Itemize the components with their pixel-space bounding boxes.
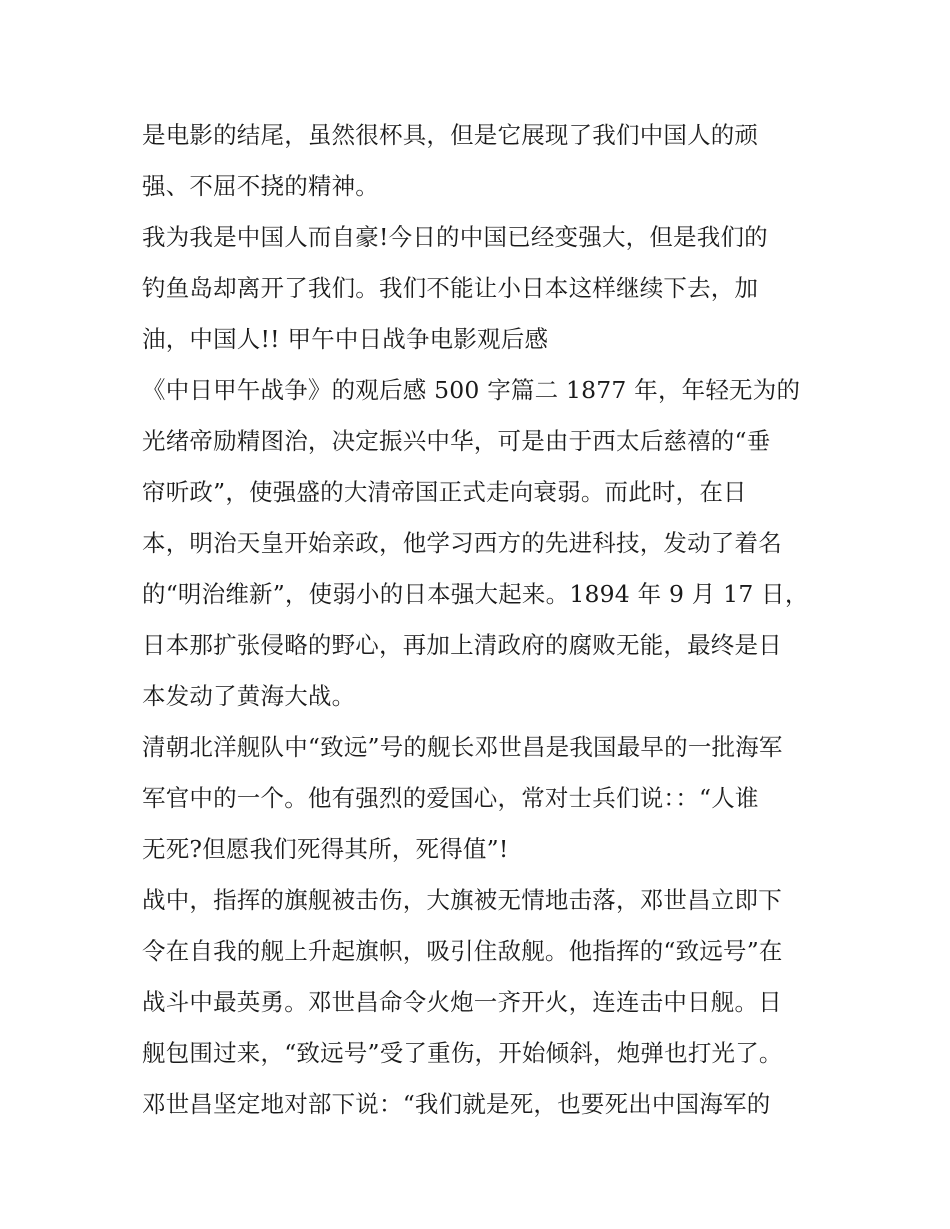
text-line: 无死?但愿我们死得其所，死得值”! bbox=[142, 835, 509, 863]
text-line: 清朝北洋舰队中“致远”号的舰长邓世昌是我国最早的一批海军 bbox=[142, 733, 783, 761]
text-line: 军官中的一个。他有强烈的爱国心，常对士兵们说：：“人谁 bbox=[142, 784, 759, 812]
text-line: 邓世昌坚定地对部下说：“我们就是死，也要死出中国海军的 bbox=[142, 1090, 771, 1118]
text-line: 战斗中最英勇。邓世昌命令火炮一齐开火，连连击中日舰。日 bbox=[142, 988, 782, 1016]
text-line: 强、不屈不挠的精神。 bbox=[142, 172, 379, 200]
text-line: 我为我是中国人而自豪!今日的中国已经变强大，但是我们的 bbox=[142, 223, 768, 251]
text-line: 是电影的结尾，虽然很杯具，但是它展现了我们中国人的顽 bbox=[142, 121, 759, 149]
text-line: 《中日甲午战争》的观后感 500 字篇二 1877 年，年轻无为的 bbox=[142, 376, 801, 404]
text-line: 油，中国人!! 甲午中日战争电影观后感 bbox=[142, 325, 549, 353]
text-line: 令在自我的舰上升起旗帜，吸引住敌舰。他指挥的“致远号”在 bbox=[142, 937, 783, 965]
text-line: 的“明治维新”，使弱小的日本强大起来。1894 年 9 月 17 日， bbox=[142, 580, 809, 608]
text-line: 帘听政”，使强盛的大清帝国正式走向衰弱。而此时，在日 bbox=[142, 478, 747, 506]
text-line: 钓鱼岛却离开了我们。我们不能让小日本这样继续下去，加 bbox=[142, 274, 759, 302]
text-line: 光绪帝励精图治，决定振兴中华，可是由于西太后慈禧的“垂 bbox=[142, 427, 771, 455]
text-line: 日本那扩张侵略的野心，再加上清政府的腐败无能，最终是日 bbox=[142, 631, 782, 659]
text-line: 本，明治天皇开始亲政，他学习西方的先进科技，发动了着名 bbox=[142, 529, 782, 557]
text-line: 本发动了黄海大战。 bbox=[142, 682, 356, 710]
text-line: 战中，指挥的旗舰被击伤，大旗被无情地击落，邓世昌立即下 bbox=[142, 886, 782, 914]
document-body bbox=[142, 110, 817, 1130]
text-line: 舰包围过来，“致远号”受了重伤，开始倾斜，炮弹也打光了。 bbox=[142, 1039, 783, 1067]
